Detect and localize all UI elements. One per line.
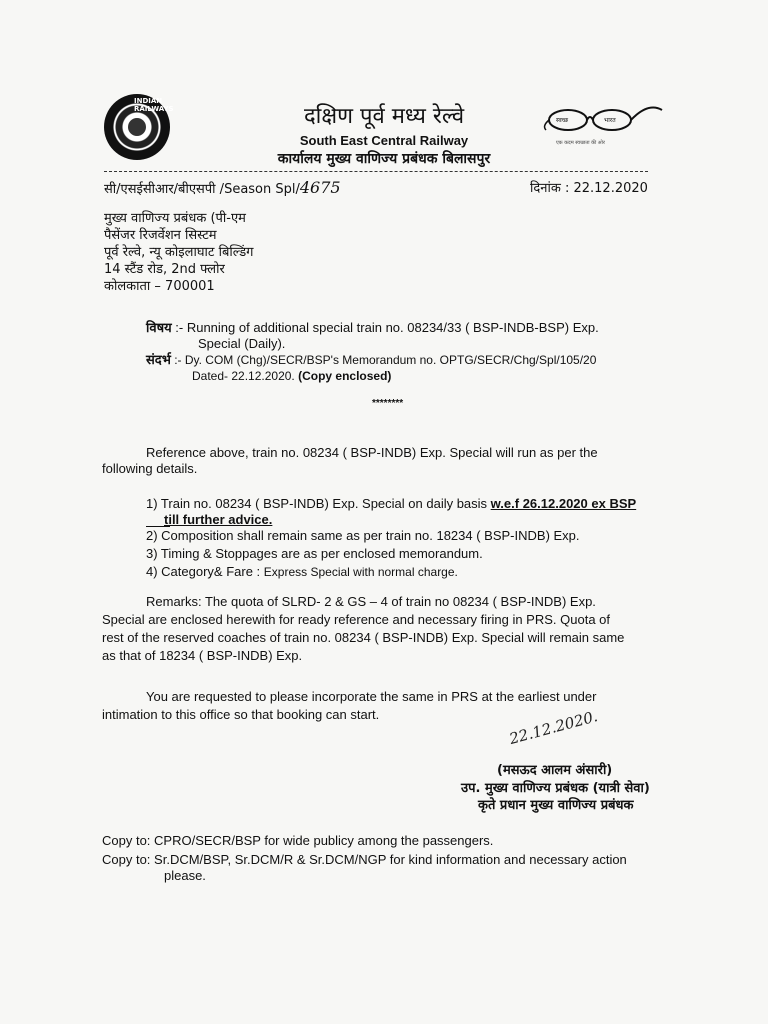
reference-line-1 [146,352,596,369]
detail-item-4-label: 4) Category& Fare : [146,564,264,579]
detail-item-4 [146,564,458,580]
reference-dated: Dated- 22.12.2020. [192,369,299,383]
addressee-line: पूर्व रेल्वे, न्यू कोइलाघाट बिल्डिंग [104,245,254,260]
remarks-line-3: rest of the reserved coaches of train no. 08234 ( BSP-INDB) Exp. Special will remain same [102,630,625,645]
reference-handwritten-number: 4675 [299,178,341,197]
reference-label: संदर्भ [146,353,171,368]
detail-underline-stub [146,526,170,527]
handwritten-signature: 22.12.2020. [507,707,600,748]
addressee-line: पैसेंजर रिजर्वेशन सिस्टम [104,228,217,243]
copy-to-line-2 [102,852,627,868]
subject-line-2: Special (Daily). [198,336,286,351]
subject-text: :- Running of additional special train no. 08234/33 ( BSP-INDB-BSP) Exp. [175,320,599,335]
letterhead-title-english: South East Central Railway [299,133,469,148]
copy-to-text: Sr.DCM/BSP, Sr.DCM/R & Sr.DCM/NGP for kind information and necessary action [154,852,627,867]
detail-item-1-bold: w.e.f 26.12.2020 ex BSP [490,496,637,511]
letterhead-title-hindi: दक्षिण पूर्व मध्य रेल्वे [303,104,465,129]
remarks-line-1: Remarks: The quota of SLRD- 2 & GS – 4 of train no 08234 ( BSP-INDB) Exp. [146,594,596,609]
detail-item-3: 3) Timing & Stoppages are as per enclosed memorandum. [146,546,483,561]
reference-line-2 [192,368,391,384]
reference-text: :- Dy. COM (Chg)/SECR/BSP's Memorandum no. OPTG/SECR/Chg/Spl/105/20 [174,353,597,367]
addressee-line: मुख्य वाणिज्य प्रबंधक (पी-एम [104,211,246,226]
copy-to-label: Copy to: [102,833,151,848]
letter-date: दिनांक : 22.12.2020 [530,181,648,196]
detail-item-2: 2) Composition shall remain same as per train no. 18234 ( BSP-INDB) Exp. [146,528,580,543]
signatory-for: कृते प्रधान मुख्य वाणिज्य प्रबंधक [478,798,634,813]
reference-prefix: सी/एसईसीआर/बीएसपी /Season Spl/ [104,182,300,197]
addressee-line: कोलकाता – 700001 [104,279,215,294]
copy-to-line-1 [102,833,493,849]
signatory-name: (मसऊद आलम अंसारी) [497,763,613,778]
logo-word-1: स्वच्छ [556,117,569,124]
logo-tagline: एक कदम स्वच्छता की ओर [556,140,605,146]
intro-line-1: Reference above, train no. 08234 ( BSP-INDB) Exp. Special will run as per the [146,445,598,460]
header-divider [104,171,648,172]
subject-line-1 [146,320,599,337]
copy-enclosed: (Copy enclosed) [298,369,392,383]
request-line-1: You are requested to please incorporate the same in PRS at the earliest under [146,689,597,704]
signatory-designation: उप. मुख्य वाणिज्य प्रबंधक (यात्री सेवा) [461,781,650,796]
copy-to-label: Copy to: [102,852,151,867]
detail-item-1-text: 1) Train no. 08234 ( BSP-INDB) Exp. Special on daily basis [146,496,491,511]
copy-to-line-2-continuation: please. [164,868,206,883]
remarks-line-4: as that of 18234 ( BSP-INDB) Exp. [102,648,303,663]
addressee-block [104,210,254,295]
logo-text: INDIAN RAILWAYS [134,97,174,113]
request-line-2: intimation to this office so that booking can start. [102,707,380,722]
addressee-line: 14 स्टैंड रोड, 2nd फ्लोर [104,262,225,277]
logo-word-2: भारत [604,117,616,124]
detail-item-1-continuation: till further advice. [164,512,273,527]
letterhead-office: कार्यालय मुख्य वाणिज्य प्रबंधक बिलासपुर [277,151,491,167]
separator-stars: ******** [372,398,404,409]
intro-line-2: following details. [102,461,198,476]
copy-to-text: CPRO/SECR/BSP for wide publicy among the passengers. [154,833,494,848]
reference-number [104,178,341,198]
detail-item-4-value: Express Special with normal charge. [263,565,458,579]
subject-label: विषय [146,321,172,336]
detail-item-1 [146,496,636,512]
remarks-line-2: Special are enclosed herewith for ready reference and necessary firing in PRS. Quota of [102,612,610,627]
